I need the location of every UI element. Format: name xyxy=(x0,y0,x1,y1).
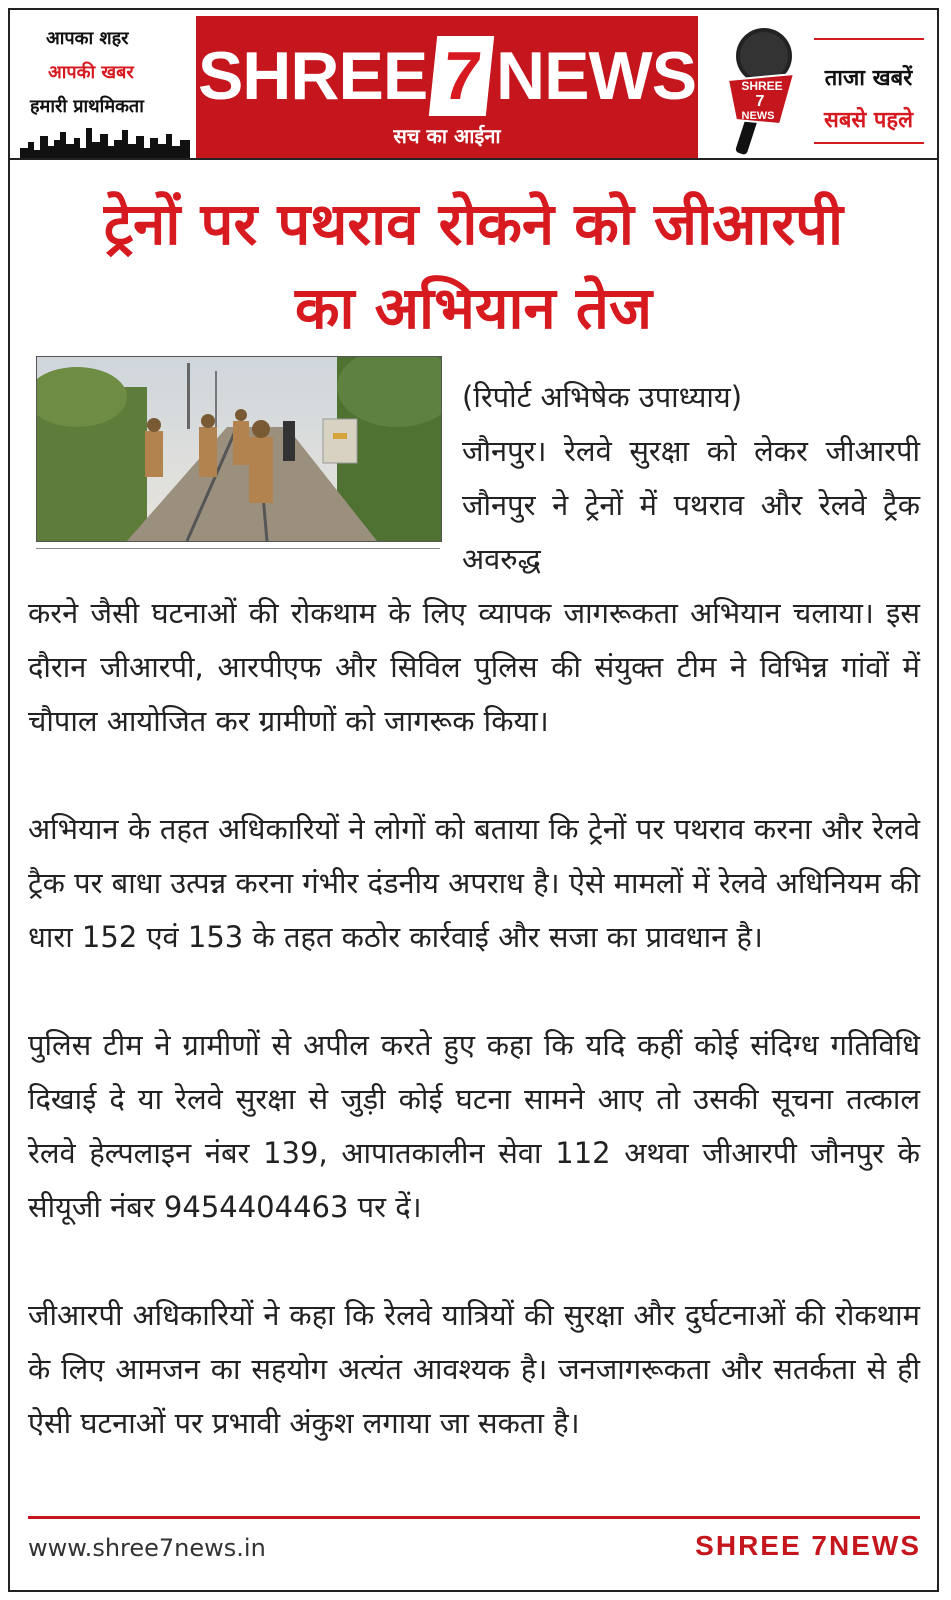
brand-seven: 7 xyxy=(429,36,494,116)
city-skyline-icon xyxy=(20,124,190,158)
slogan-divider xyxy=(814,38,924,40)
article-paragraph-3: पुलिस टीम ने ग्रामीणों से अपील करते हुए कहा कि यदि कहीं कोई संदिग्ध गतिविधि दिखाई दे या रेलवे सुरक्षा से जुड़ी कोई घटना सामने आए तो उसकी सूचना तत्काल रेलवे हेल्पलाइन नंबर 139, आपातकालीन सेवा 112 अथवा जीआरपी जौनपुर के सीयूजी नंबर 9454404463 पर दें। xyxy=(28,1028,920,1224)
slogan-divider xyxy=(814,142,924,144)
slogan-taja-khabren: ताजा खबरें xyxy=(824,66,913,91)
brand-logo xyxy=(196,36,698,116)
slogan-line-1: आपका शहर xyxy=(46,28,129,49)
microphone-icon xyxy=(706,20,806,158)
mic-label-top: SHREE xyxy=(741,79,783,93)
article-paragraph-1-lead: जौनपुर। रेलवे सुरक्षा को लेकर जीआरपी जौनपुर ने ट्रेनों में पथराव और रेलवे ट्रैक अवरुद्ध xyxy=(462,434,920,576)
title-line-1: ट्रेनों पर पथराव रोकने को जीआरपी xyxy=(103,190,844,258)
article-title xyxy=(30,182,917,350)
masthead-divider xyxy=(10,158,937,160)
slogan-line-2: आपकी खबर xyxy=(48,62,134,83)
mic-label-num: 7 xyxy=(755,93,765,110)
footer-website[interactable]: www.shree7news.in xyxy=(28,1534,266,1562)
brand-tagline: सच का आईना xyxy=(393,124,501,148)
article-paragraph-1: करने जैसी घटनाओं की रोकथाम के लिए व्यापक जागरूकता अभियान चलाया। इस दौरान जीआरपी, आरपीएफ और सिविल पुलिस की संयुक्त टीम ने विभिन्न गांवों में चौपाल आयोजित कर ग्रामीणों को जागरूक किया। xyxy=(28,596,920,738)
article-paragraph-2: अभियान के तहत अधिकारियों ने लोगों को बताया कि ट्रेनों पर पथराव करना और रेलवे ट्रैक पर बाधा उत्पन्न करना गंभीर दंडनीय अपराध है। ऐसे मामलों में रेलवे अधिनियम की धारा 152 एवं 153 के तहत कठोर कार्रवाई और सजा का प्रावधान है। xyxy=(28,812,920,954)
news-page xyxy=(8,8,939,1592)
brand-part-2: NEWS xyxy=(496,38,697,114)
masthead-left-slogan xyxy=(16,16,194,158)
article-byline: (रिपोर्ट अभिषेक उपाध्याय) xyxy=(462,380,743,414)
mic-label-bottom: NEWS xyxy=(741,110,775,122)
news-photo xyxy=(36,356,442,542)
article-paragraph-4: जीआरपी अधिकारियों ने कहा कि रेलवे यात्रियों की सुरक्षा और दुर्घटनाओं की रोकथाम के लिए आमजन का सहयोग अत्यंत आवश्यक है। जनजागरूकता और सतर्कता से ही ऐसी घटनाओं पर प्रभावी अंकुश लगाया जा सकता है। xyxy=(28,1298,920,1440)
footer-brand: SHREE 7NEWS xyxy=(695,1530,921,1561)
masthead-brand-band xyxy=(196,16,698,158)
title-line-2: का अभियान तेज xyxy=(294,274,652,342)
masthead xyxy=(16,16,931,158)
footer-divider xyxy=(28,1516,920,1519)
brand-part-1: SHREE xyxy=(197,38,428,114)
masthead-right-slogan xyxy=(806,16,931,158)
photo-divider xyxy=(36,548,440,549)
slogan-sabse-pehle: सबसे पहले xyxy=(823,108,914,133)
slogan-line-3: हमारी प्राथमिकता xyxy=(30,96,144,117)
